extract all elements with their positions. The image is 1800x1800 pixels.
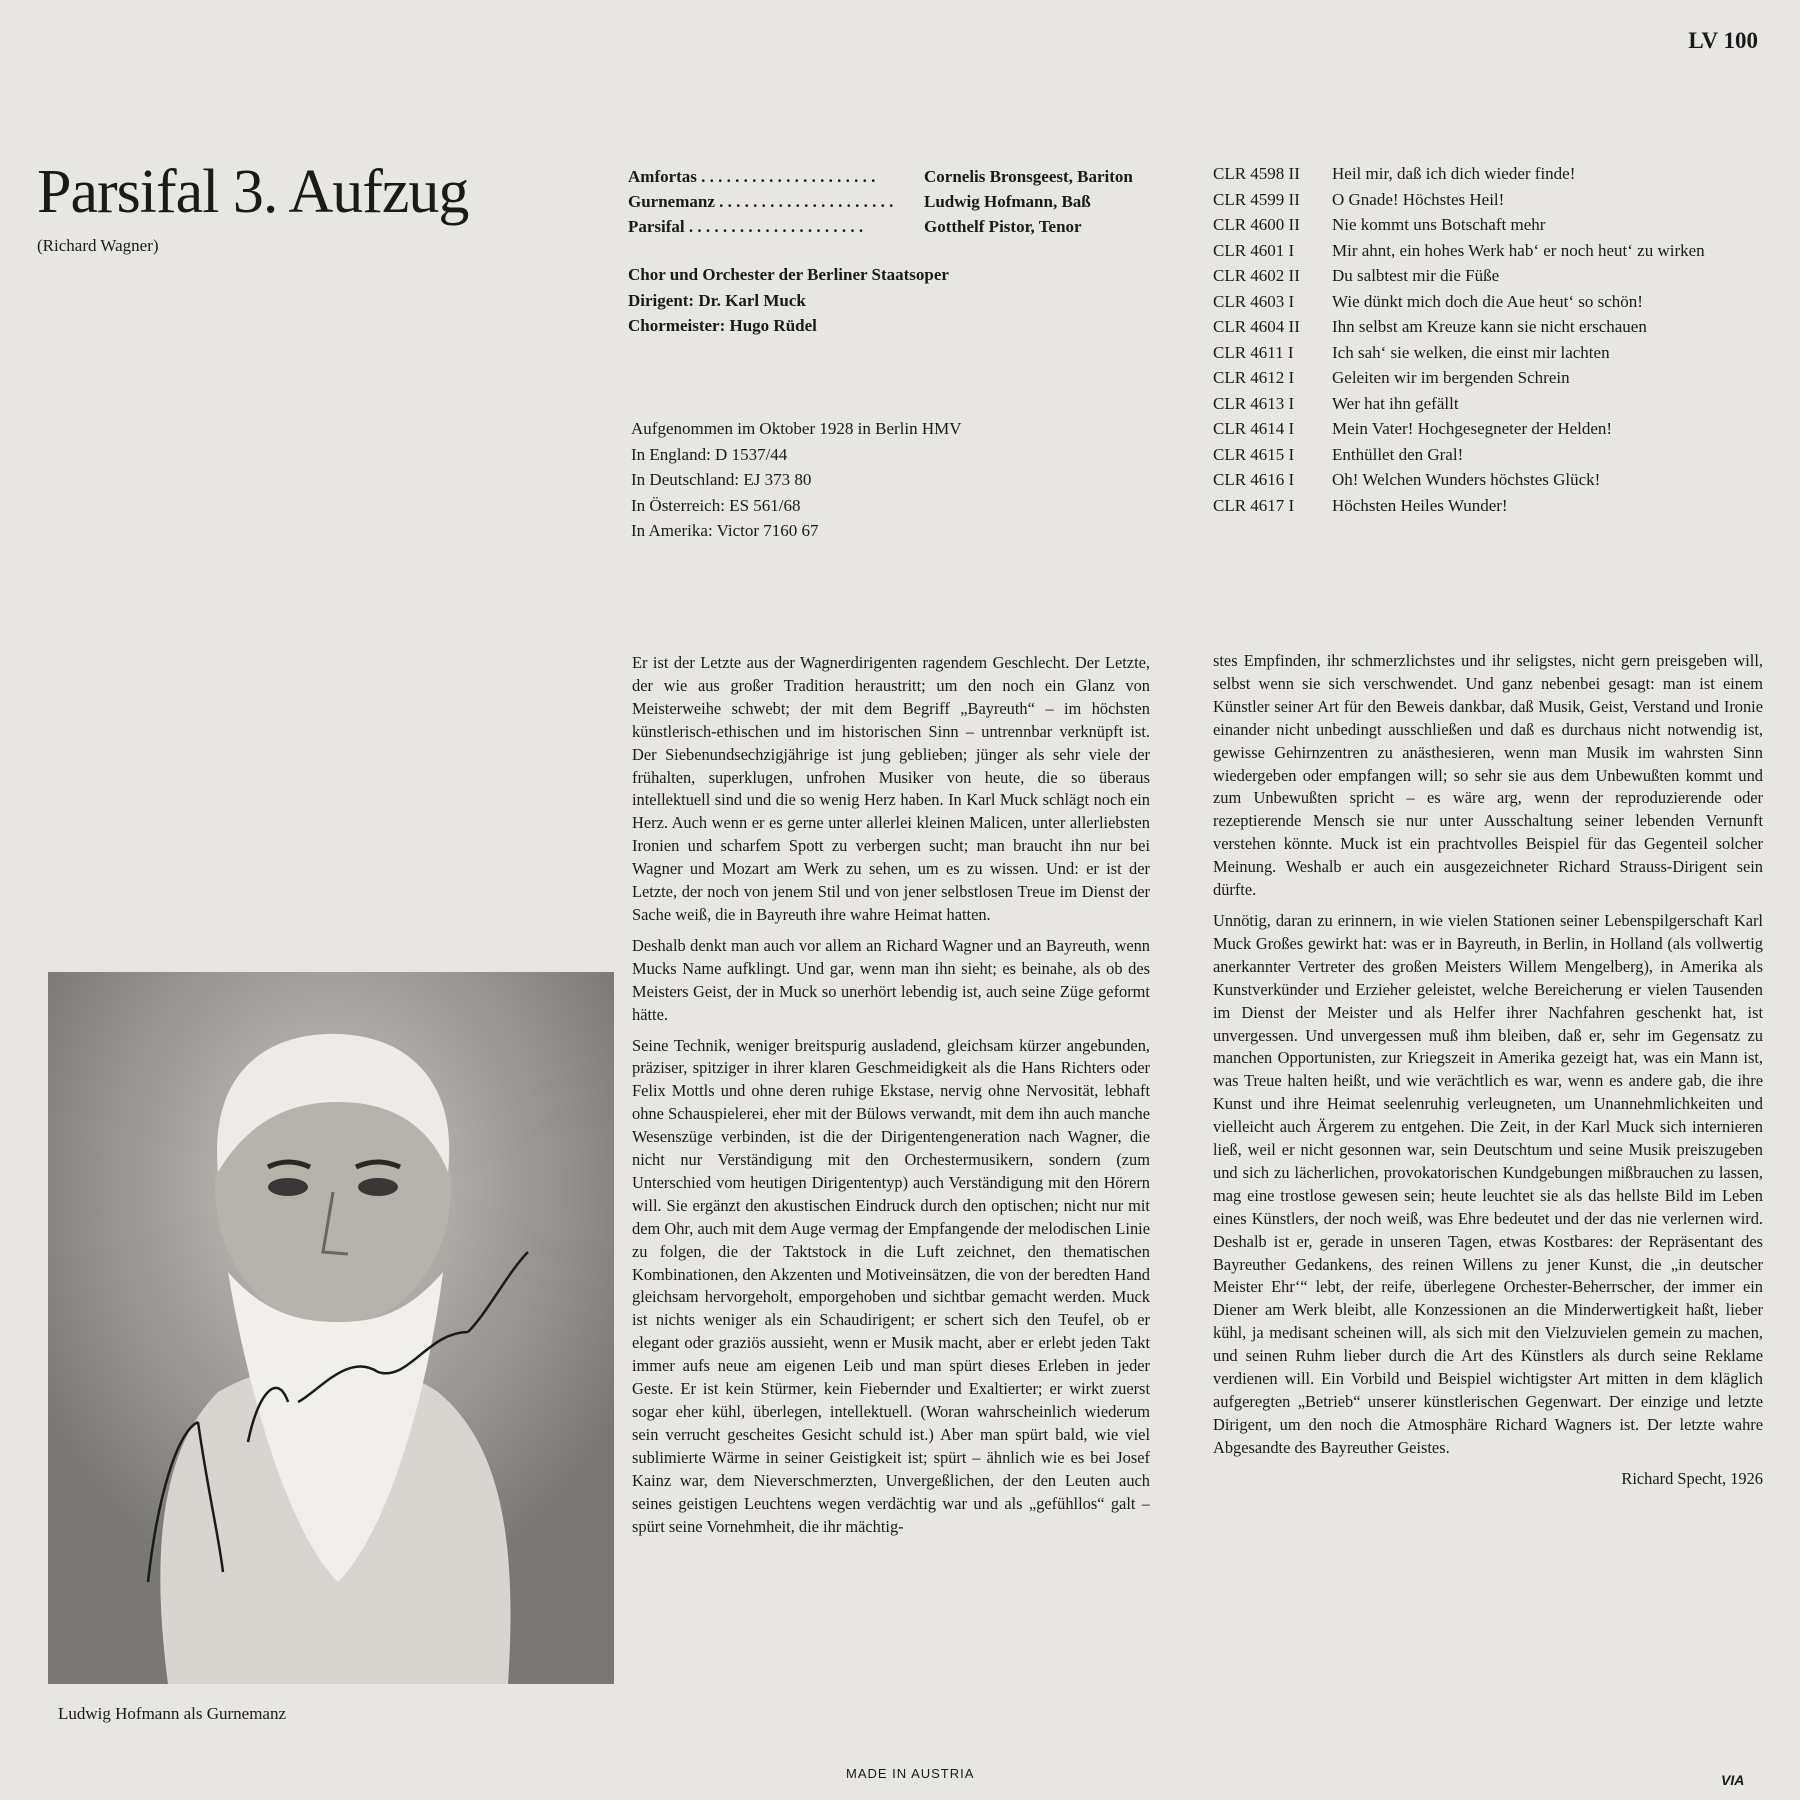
track-title: Oh! Welchen Wunders höchstes Glück! [1332,470,1601,489]
album-title: Parsifal 3. Aufzug [37,158,469,226]
cast-row [628,164,1188,189]
matrix-number: CLR 4599 II [1213,189,1300,209]
recording-info [631,416,962,544]
catalog-number: LV 100 [1688,28,1758,53]
track-row [1213,470,1773,490]
cast-singer: Ludwig Hofmann, Baß [924,192,1091,211]
track-title: O Gnade! Höchstes Heil! [1332,189,1505,209]
track-title: Nie kommt uns Botschaft mehr [1332,215,1546,234]
track-title: Enthüllet den Gral! [1332,444,1464,464]
track-list [1213,164,1773,521]
matrix-number: CLR 4617 I [1213,495,1295,515]
track-row [1213,317,1773,337]
portrait-illustration [48,972,614,1684]
cast-role: Gurnemanz . . . [628,189,924,214]
matrix-number: CLR 4601 I [1213,240,1295,260]
track-row [1213,394,1773,414]
label-logo: VIA [1721,1772,1745,1788]
essay-paragraph: Unnötig, daran zu erinnern, in wie vielen Stationen seiner Lebenspilgerschaft Karl Muck Großes gewirkt hat: was er in Bayreuth, in Berlin, in Holland (als vollwertig anerkannter Vertreter des großen Meisters Willem Mengelberg), in Amerika als Kunstverkünder und Erzieher geleistet, welche Bereicherung er vielen Tausenden im Dienst der Meister und als Helfer ihrer Nachfahren geschenkt hat, ist unvergessen. Und unvergessen muß ihm bleiben, daß er, sehr im Gegensatz zu manchen Opportunisten, zur Kriegszeit in Amerika gezeigt hat, was ein Mann ist, was Treue halten heißt, und wie verächtlich es war, wenn es andere gab, die ihre Kunst und ihre Heimat seelenruhig verleugneten, um Unannehmlichkeiten und vielleicht auch Ärgerem zu entgehen. Die Zeit, in der Karl Muck sich internieren ließ, weil er nicht gesonnen war, sein Deutschtum und seine Musik preiszugeben und sich zu lächerlichen, provokatorischen Kundgebungen mißbrauchen zu lassen, mag eine trostlose gewesen sein; heute leuchtet sie als das hellste Bild im Leben eines Künstlers, der noch weiß, was Ehre bedeutet und der das nie verlernen wird. Deshalb ist er, gerade in unseren Tagen, etwas Kostbares: der Repräsentant des Bayreuther Gedankens, des reinen Willens zu jener Kunst, die „in deutscher Meister Ehr‘“ lebt, der reife, überlegene Orchester-Beherrscher, der immer ein Diener am Werk bleibt, alle Konzessionen an die Minderwertigkeit haßt, lieber kühl, ja medisant scheinen will, als sich mit den Vielzuvielen gemein zu machen, und seinen Ruhm lieber durch die Art des Künstlers als durch seine Reklame verdienen will. Ein Vorbild und Beispiel wichtigster Art mitten in dem kläglich aufgeregten „Betrieb“ unserer künstlerischen Gegenwart. Der einzige und letzte Dirigent, um den noch die Atmosphäre Richard Wagners ist. Der letzte wahre Abgesandte des Bayreuther Geistes. [1213,910,1763,1457]
track-title: Mein Vater! Hochgesegneter der Helden! [1332,419,1613,438]
cast-row [628,189,1188,214]
cast-row [628,214,1188,239]
matrix-number: CLR 4616 I [1213,470,1295,489]
portrait-photo [48,972,614,1684]
track-title: Ich sah‘ sie welken, die einst mir lachten [1332,342,1610,362]
track-title: Heil mir, daß ich dich wieder finde! [1332,164,1576,183]
composer: (Richard Wagner) [37,236,159,255]
ensemble-line: Dirigent: Dr. Karl Muck [628,290,806,310]
matrix-number: CLR 4612 I [1213,368,1295,387]
photo-caption: Ludwig Hofmann als Gurnemanz [58,1704,287,1723]
matrix-number: CLR 4604 II [1213,317,1300,336]
essay-column-2 [1213,650,1763,1720]
track-row [1213,266,1773,286]
track-row [1213,445,1773,465]
essay-paragraph: Deshalb denkt man auch vor allem an Richard Wagner und an Bayreuth, wenn Mucks Name aufklingt. Und gar, wenn man ihn sieht; es beinahe, als ob des Meisters Geist, der in Muck so unerhört lebendig ist, auch seine Züge geformt hätte. [632,935,1150,1024]
track-row [1213,190,1773,210]
track-title: Ihn selbst am Kreuze kann sie nicht erschauen [1332,317,1647,336]
matrix-number: CLR 4600 II [1213,215,1300,234]
cast-singer: Cornelis Bronsgeest, Bariton [924,167,1133,186]
track-row [1213,368,1773,388]
track-title: Du salbtest mir die Füße [1332,266,1500,285]
essay-signature: Richard Specht, 1926 [1621,1468,1763,1488]
matrix-number: CLR 4603 I [1213,291,1295,311]
ensemble-line: Chormeister: Hugo Rüdel [628,316,817,335]
matrix-number: CLR 4613 I [1213,393,1295,413]
track-title: Mir ahnt, ein hohes Werk hab‘ er noch heut‘ zu wirken [1332,240,1705,260]
track-row [1213,164,1773,184]
matrix-number: CLR 4615 I [1213,444,1295,464]
recording-line: In Amerika: Victor 7160 67 [631,521,819,540]
track-title: Geleiten wir im bergenden Schrein [1332,368,1570,387]
cast-role: Amfortas . . . [628,164,924,189]
track-row [1213,343,1773,363]
made-in-label: MADE IN AUSTRIA [846,1766,975,1781]
essay-paragraph: Er ist der Letzte aus der Wagnerdirigenten ragendem Geschlecht. Der Letzte, der wie aus großer Tradition heraustritt; um den noch ein Glanz von Meisterweihe schwebt; der mit dem Begriff „Bayreuth“ – im höchsten künstlerisch-ethischen und im historischen Sinn – untrennbar verknüpft ist. Der Siebenundsechzigjährige ist jung geblieben; jünger als sehr viele der frühalten, superklugen, unfrohen Musiker von heute, die so überaus intellektuell sind und die so wenig Herz haben. In Karl Muck schlägt noch ein Herz. Auch wenn er es gerne unter allerlei kleinen Malicen, unter allerliebsten Ironien und scharfem Spott zu verbergen sucht; man braucht ihn nur bei Wagner und Mozart am Werk zu sehen, um es zu wissen. Und: er ist der Letzte, der noch von jenem Stil und von jener selbstlosen Treue im Dienst der Sache weiß, die in Bayreuth ihre wahre Heimat hatten. [632,653,1150,924]
matrix-number: CLR 4614 I [1213,419,1295,438]
track-row [1213,419,1773,439]
track-title: Wer hat ihn gefällt [1332,393,1459,413]
cast-role: Parsifal . . . [628,214,924,239]
essay-column-1 [632,652,1150,1722]
essay-paragraph: stes Empfinden, ihr schmerzlichstes und ihr seligstes, nicht gern preisgeben will, selbst wenn sie sich verschwendet. Und ganz nebenbei gesagt: man ist einem Künstler seiner Art für den Beweis dankbar, daß Musik, Geist, Verstand und Ironie einander nicht unbedingt ausschließen und daß es durchaus nicht notwendig ist, gewisse Gehirnzentren zu anästhesieren, wenn man Musik im wahrsten Sinn wiedergeben oder empfangen will; so sehr sie aus dem Unbewußten kommt und zum Unbewußten spricht – es wäre arg, wenn der reproduzierende oder rezeptierende Mensch sie nur unter Ausschaltung seiner lebenden Vernunft verstehen könnte. Muck ist ein prachtvolles Beispiel für das Gegenteil solcher Meinung. Weshalb er auch ein ausgezeichneter Richard Strauss-Dirigent sein dürfte. [1213,651,1763,900]
track-row [1213,241,1773,261]
recording-line: Aufgenommen im Oktober 1928 in Berlin HMV [631,419,962,438]
recording-line: In Österreich: ES 561/68 [631,495,801,515]
track-row [1213,215,1773,235]
ensemble-credits [628,262,949,339]
cast-singer: Gotthelf Pistor, Tenor [924,217,1082,236]
cast-list [628,164,1188,239]
track-title: Wie dünkt mich doch die Aue heut‘ so schön! [1332,291,1643,311]
matrix-number: CLR 4602 II [1213,266,1300,285]
matrix-number: CLR 4598 II [1213,164,1300,183]
ensemble-line: Chor und Orchester der Berliner Staatsoper [628,265,949,284]
recording-line: In Deutschland: EJ 373 80 [631,470,812,489]
recording-line: In England: D 1537/44 [631,444,788,464]
matrix-number: CLR 4611 I [1213,342,1294,362]
track-row [1213,496,1773,516]
essay-paragraph: Seine Technik, weniger breitspurig ausladend, gleichsam kürzer angebunden, präziser, spitziger in ihrer klaren Geschmeidigkeit als die Hans Richters oder Felix Mottls und ohne deren ruhige Ekstase, nervig ohne Nervosität, lebhaft ohne Schauspielerei, eher mit der Bülows verwandt, mit dem ihn auch manche Wesenszüge verbinden, ist die der Dirigentengeneration nach Wagner, die nicht nur Verständigung mit den Orchestermusikern, sondern (zum Unterschied vom heutigen Dirigententyp) auch Verständigung mit den Hörern will. Sie ergänzt den akustischen Eindruck durch den optischen; nicht nur mit dem Ohr, auch mit dem Auge vermag der Empfangende der melodischen Linie zu folgen, die der Taktstock in die Luft zeichnet, den thematischen Kombinationen, den Akzenten und Motiveinsätzen, die von der beredten Hand gleichsam hervorgeholt, emporgehoben und sichtbar gemacht werden. Muck ist nichts weniger als ein Schaudirigent; er schert sich den Teufel, ob er elegant oder graziös aussieht, wenn er Musik macht, aber er erlebt jeden Takt immer aufs neue am eigenen Leib und man spürt dieses Erleben in jeder Geste. Er ist kein Stürmer, kein Fiebernder und Exaltierter; er wirkt zuerst sogar eher kühl, überlegen, intellektuell. (Woran wahrscheinlich wiederum sein verrucht gescheites Gesicht schuld ist.) Aber man spürt bald, wie viel sublimierte Wärme in seiner Geistigkeit ist; spürt – ähnlich wie es bei Josef Kainz war, dem Nieverschmerzten, Unvergeßlichen, der den Leuten auch seines geistigen Leuchtens wegen verdächtig war und als „gefühllos“ galt – spürt seine Vornehmheit, die ihr mächtig- [632,1035,1150,1536]
track-title: Höchsten Heiles Wunder! [1332,495,1508,515]
track-row [1213,292,1773,312]
